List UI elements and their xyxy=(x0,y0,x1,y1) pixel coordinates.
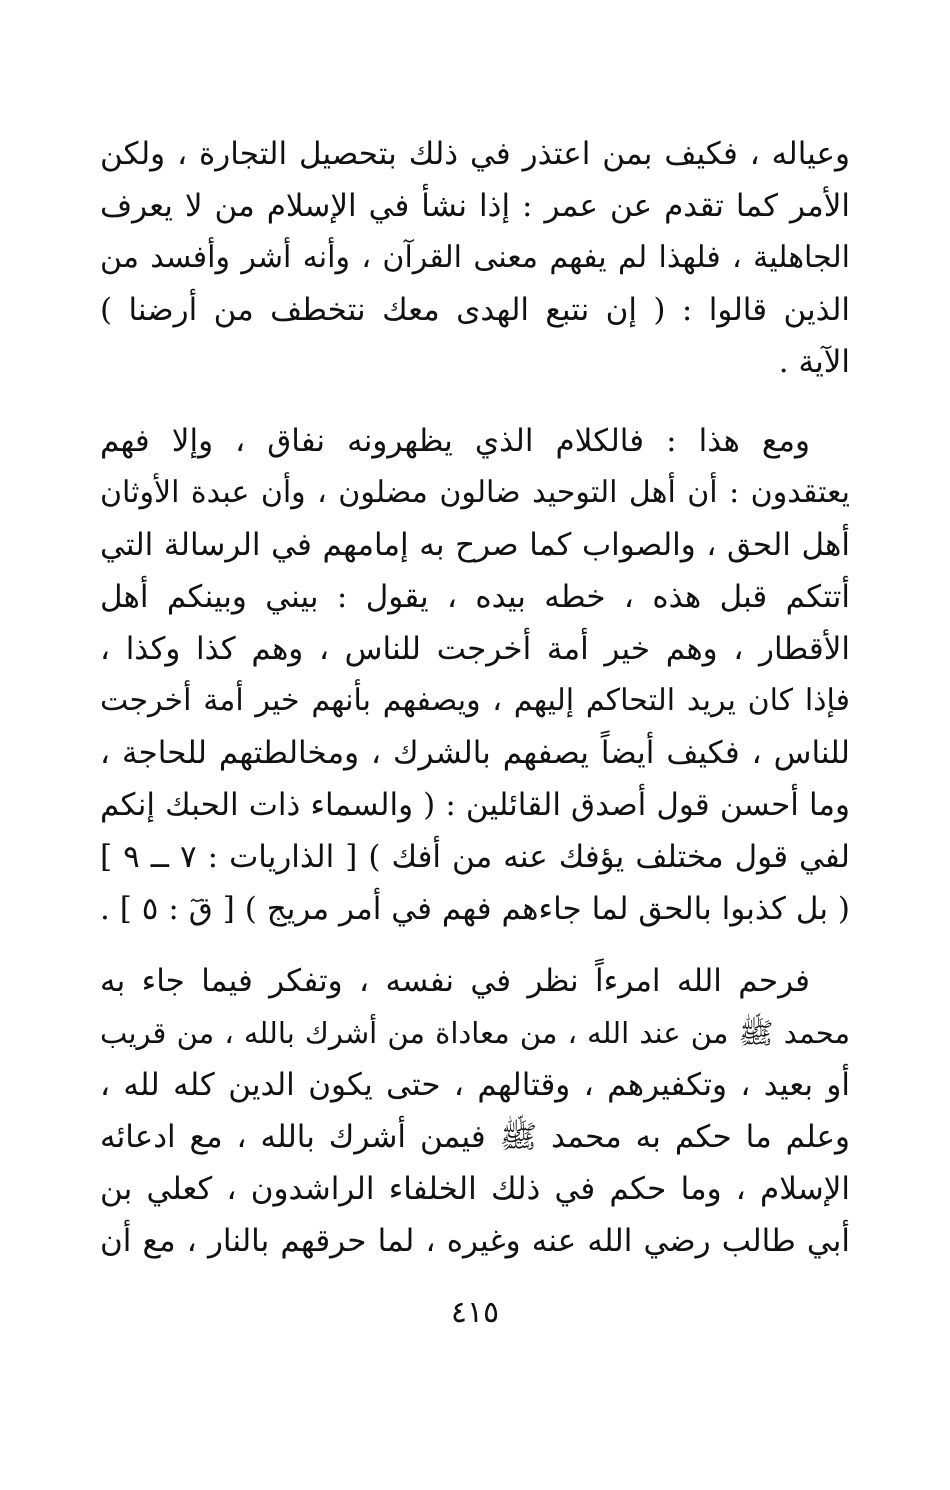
text-line: أو بعيد ، وتكفيرهم ، وقتالهم ، حتى يكون الدين كله لله ، xyxy=(100,1067,850,1103)
text-line: الإسلام ، وما حكم في ذلك الخلفاء الراشدون ، كعلي بن xyxy=(100,1171,850,1207)
text-line: الآية . xyxy=(778,344,850,380)
paragraph-2 xyxy=(100,415,850,935)
text-line: وعلم ما حكم به محمد ﷺ فيمن أشرك بالله ، مع ادعائه xyxy=(100,1119,850,1155)
text-line: لفي قول مختلف يؤفك عنه من أفك ) [ الذاريات : ٧ ــ ٩ ] xyxy=(100,839,850,875)
text-line: فإذا كان يريد التحاكم إليهم ، ويصفهم بأنهم خير أمة أخرجت xyxy=(100,683,850,718)
text-line: الأمر كما تقدم عن عمر : إذا نشأ في الإسلام من لا يعرف xyxy=(100,188,850,224)
paragraph-1 xyxy=(100,128,850,388)
text-line: الذين قالوا : ( إن نتبع الهدى معك نتخطف من أرضنا ) xyxy=(100,292,850,328)
text-line: وعياله ، فكيف بمن اعتذر في ذلك بتحصيل التجارة ، ولكن xyxy=(100,136,850,172)
text-line: الأقطار ، وهم خير أمة أخرجت للناس ، وهم كذا وكذا ، xyxy=(100,631,850,667)
text-line: أهل الحق ، والصواب كما صرح به إمامهم في الرسالة التي xyxy=(100,527,850,563)
text-line: وما أحسن قول أصدق القائلين : ( والسماء ذات الحبك إنكم xyxy=(100,787,850,823)
page-number: ٤١٥ xyxy=(450,1295,500,1330)
text-line: أتتكم قبل هذه ، خطه بيده ، يقول : بيني وبينكم أهل xyxy=(100,579,850,615)
text-line: يعتقدون : أن أهل التوحيد ضالون مضلون ، وأن عبدة الأوثان xyxy=(100,475,850,510)
text-line: فرحم الله امرءاً نظر في نفسه ، وتفكر فيما جاء به xyxy=(100,963,810,999)
text-line: ( بل كذبوا بالحق لما جاءهم فهم في أمر مريج ) [ قٓ : ٥ ] . xyxy=(100,891,850,927)
paragraph-3 xyxy=(100,955,850,1267)
text-line: للناس ، فكيف أيضاً يصفهم بالشرك ، ومخالطتهم للحاجة ، xyxy=(100,735,850,771)
text-line: ومع هذا : فالكلام الذي يظهرونه نفاق ، وإلا فهم xyxy=(100,423,810,459)
text-line: الجاهلية ، فلهذا لم يفهم معنى القرآن ، وأنه أشر وأفسد من xyxy=(100,240,850,275)
text-line: أبي طالب رضي الله عنه وغيره ، لما حرقهم بالنار ، مع أن xyxy=(100,1223,850,1259)
text-line: محمد ﷺ من عند الله ، من معاداة من أشرك بالله ، من قريب xyxy=(100,1016,850,1050)
